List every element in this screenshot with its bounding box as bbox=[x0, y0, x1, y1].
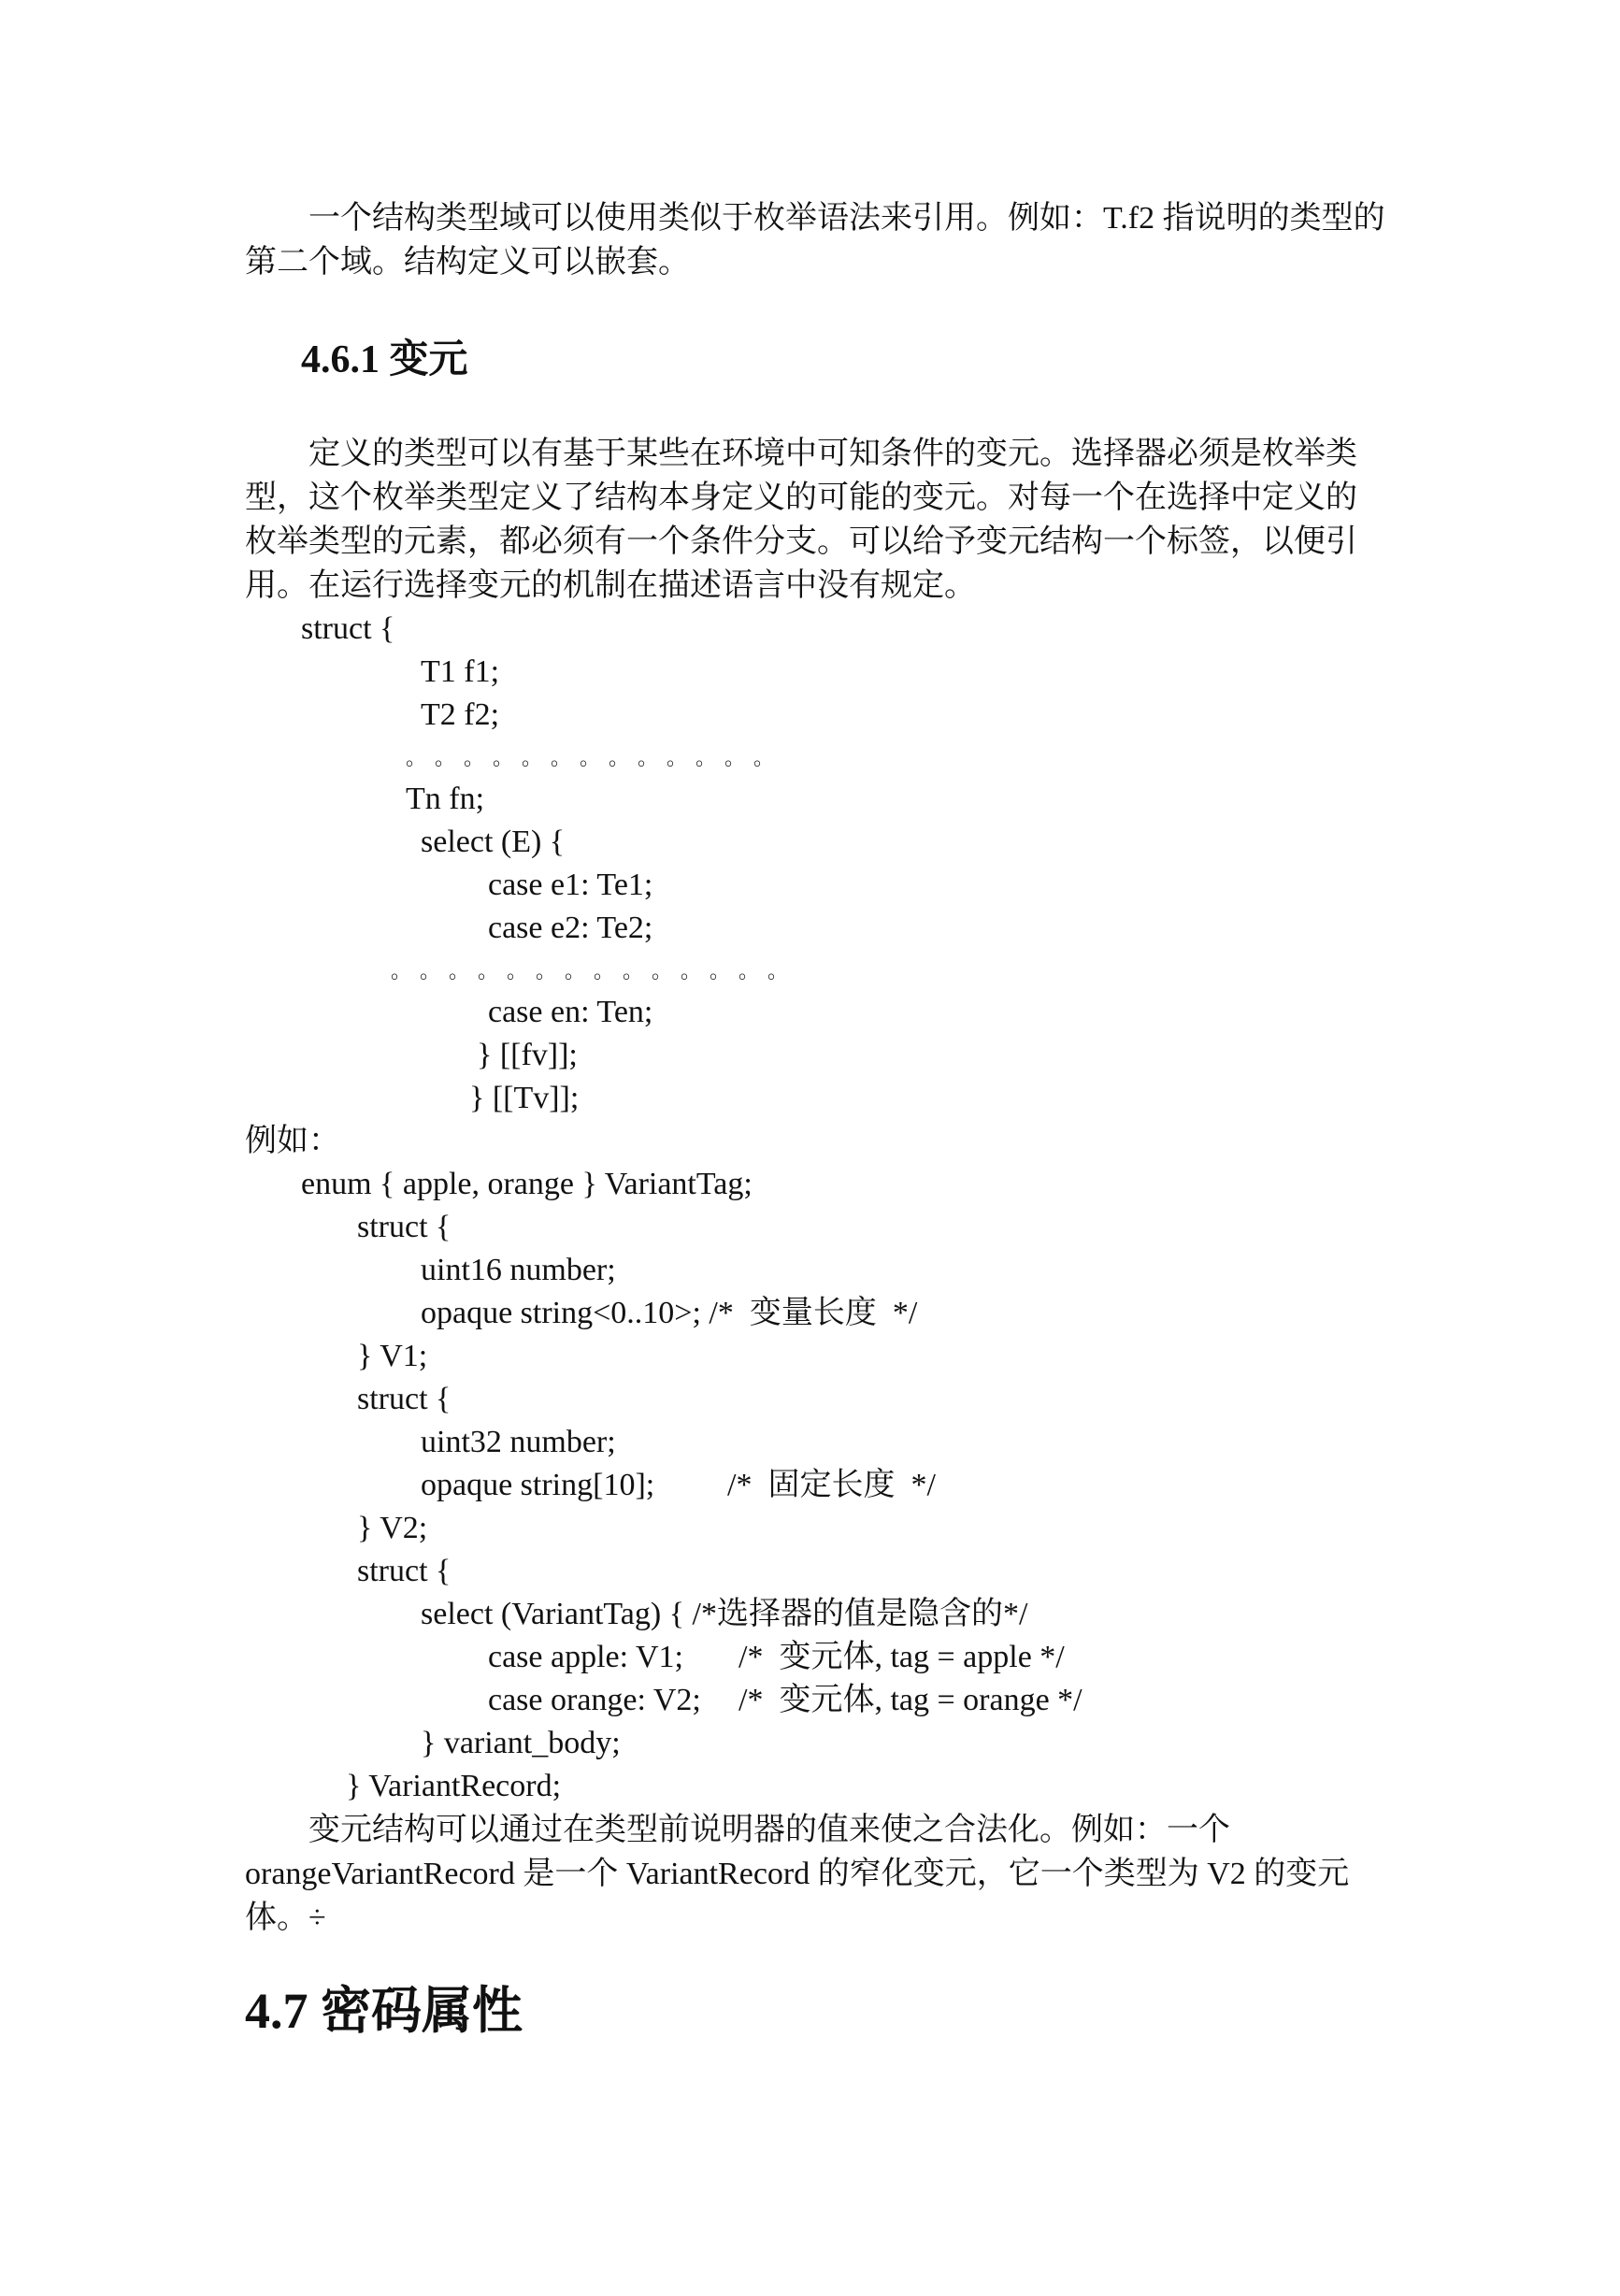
code-comment: /* 变元体, tag = orange */ bbox=[738, 1683, 1082, 1717]
code-line: enum { apple, orange } VariantTag; bbox=[301, 1167, 753, 1201]
code-line: } VariantRecord; bbox=[346, 1769, 562, 1803]
code-line: } V2; bbox=[357, 1511, 428, 1545]
code-line: Tn fn; bbox=[406, 782, 485, 816]
section-heading-4-6-1: 4.6.1 变元 bbox=[301, 338, 468, 381]
code-line: T2 f2; bbox=[421, 697, 500, 732]
code-line: uint16 number; bbox=[421, 1253, 616, 1287]
code-line: struct { bbox=[301, 611, 395, 646]
variant-description-paragraph: 定义的类型可以有基于某些在环境中可知条件的变元。选择器必须是枚举类型，这个枚举类型定义了结构本身定义的可能的变元。对每一个在选择中定义的枚举类型的元素，都必须有一个条件分支。可以给予变元结构一个标签，以便引用。在运行选择变元的机制在描述语言中没有规定。 bbox=[245, 437, 1357, 603]
code-comment: /* 变元体, tag = apple */ bbox=[738, 1640, 1065, 1674]
code-line: case e2: Te2; bbox=[488, 911, 653, 945]
code-line: select (VariantTag) { /*选择器的值是隐含的*/ bbox=[421, 1597, 1028, 1631]
code-line: } variant_body; bbox=[421, 1726, 621, 1760]
code-line: opaque string<0..10>; /* 变量长度 */ bbox=[421, 1296, 918, 1330]
code-line: struct { bbox=[357, 1382, 452, 1416]
ellipsis-dots: 。。。。。。。。。。。。。 bbox=[406, 746, 794, 769]
code-line: case orange: V2; bbox=[488, 1683, 701, 1717]
code-line: opaque string[10]; bbox=[421, 1468, 655, 1502]
ellipsis-dots: 。。。。。。。。。。。。。。 bbox=[391, 959, 808, 983]
code-line: } V1; bbox=[357, 1339, 428, 1373]
code-line: select (E) { bbox=[421, 825, 566, 859]
code-line: T1 f1; bbox=[421, 654, 500, 689]
code-line: case en: Ten; bbox=[488, 995, 653, 1029]
intro-paragraph: 一个结构类型域可以使用类似于枚举语法来引用。例如：T.f2 指说明的类型的第二个域。结构定义可以嵌套。 bbox=[245, 201, 1385, 280]
example-label: 例如： bbox=[245, 1124, 340, 1158]
code-line: case apple: V1; bbox=[488, 1640, 683, 1674]
code-line: } [[Tv]]; bbox=[469, 1081, 580, 1115]
section-heading-4-7: 4.7 密码属性 bbox=[245, 1983, 523, 2039]
code-line: uint32 number; bbox=[421, 1425, 616, 1459]
code-line: struct { bbox=[357, 1554, 452, 1588]
narrowing-paragraph: 变元结构可以通过在类型前说明器的值来使之合法化。例如：一个orangeVariantRecord 是一个 VariantRecord 的窄化变元，它一个类型为 V2 的变元体。÷ bbox=[245, 1813, 1350, 1935]
code-line: } [[fv]]; bbox=[477, 1038, 578, 1072]
code-line: struct { bbox=[357, 1210, 452, 1244]
code-line: case e1: Te1; bbox=[488, 868, 653, 902]
code-comment: /* 固定长度 */ bbox=[727, 1468, 936, 1502]
